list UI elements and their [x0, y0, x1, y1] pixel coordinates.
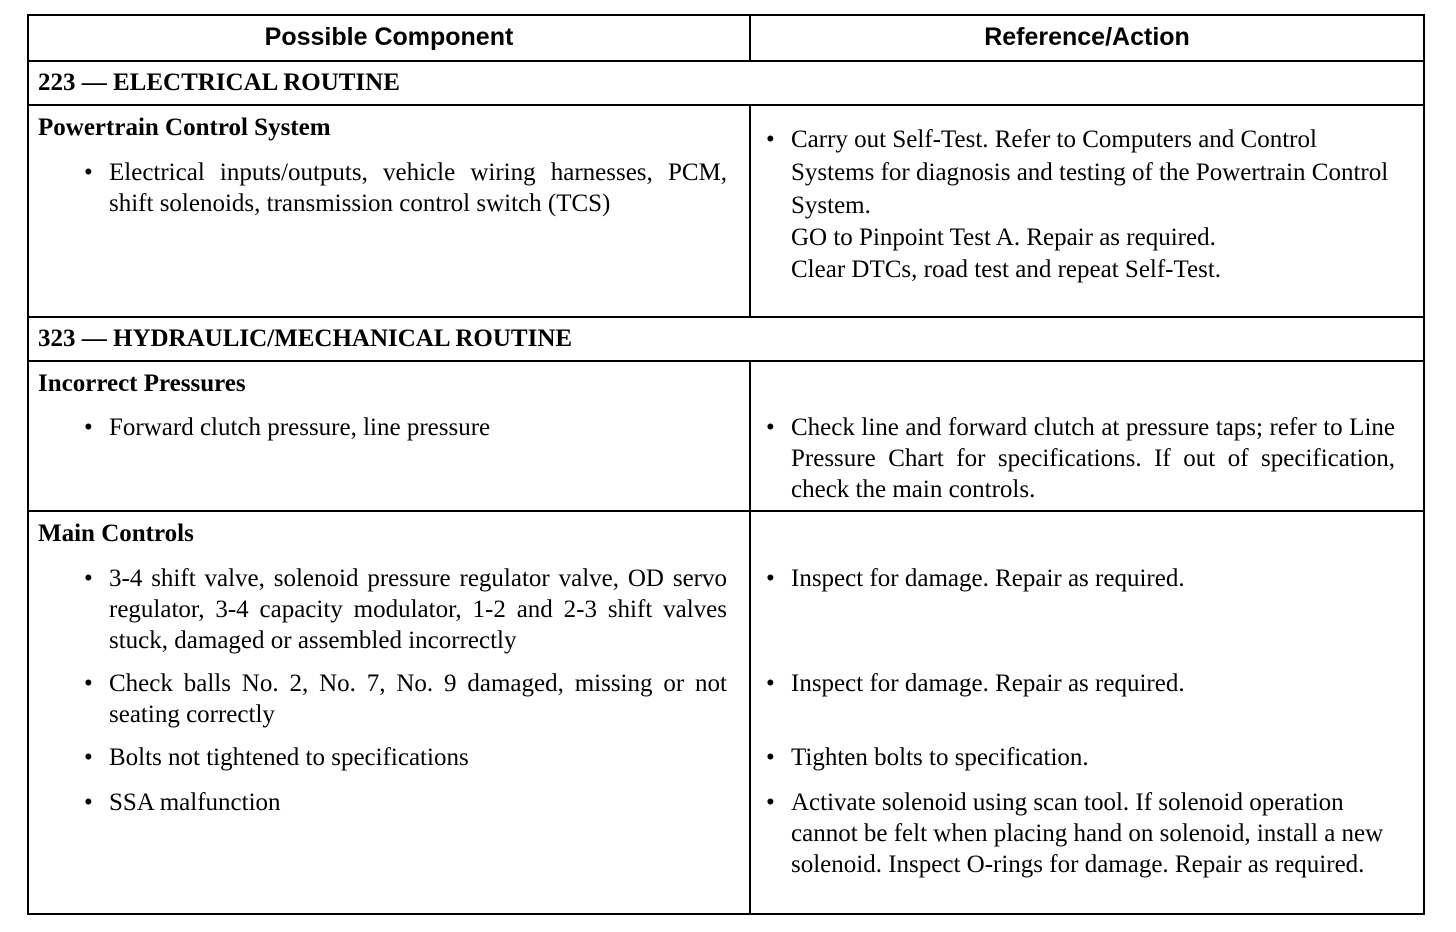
diagnostic-table	[27, 14, 1425, 915]
action-line: Clear DTCs, road test and repeat Self-Test.	[791, 256, 1222, 283]
component-cell	[29, 362, 751, 510]
action-item: • Carry out Self-Test. Refer to Computers and Control Systems for diagnosis and testing of the Powertrain Control System.	[751, 123, 1393, 222]
group-title: Incorrect Pressures	[38, 370, 246, 397]
bullet-icon: •	[84, 789, 93, 816]
bullet-icon: •	[766, 789, 775, 816]
group-title: Main Controls	[38, 520, 194, 547]
column-header-reference-action: Reference/Action	[984, 23, 1190, 51]
column-header-possible-component: Possible Component	[29, 16, 751, 60]
bullet-icon: •	[84, 565, 93, 592]
component-item: • SSA malfunction	[84, 789, 281, 816]
table-row	[29, 106, 1423, 318]
group-title: Powertrain Control System	[38, 114, 331, 141]
component-cell	[29, 106, 751, 316]
bullet-icon: •	[84, 670, 93, 697]
action-item: • Activate solenoid using scan tool. If solenoid operation cannot be felt when placing hand on solenoid, install a new solenoid. Inspect O-rings for damage. Repair as required.	[766, 789, 1384, 878]
component-item: • Forward clutch pressure, line pressure	[84, 414, 491, 441]
component-item: • Electrical inputs/outputs, vehicle wiring harnesses, PCM, shift solenoids, transmission control switch (TCS)	[84, 159, 727, 217]
component-item: • Bolts not tightened to specifications	[84, 744, 469, 771]
action-cell	[751, 512, 1423, 913]
bullet-icon: •	[766, 744, 775, 771]
table-row	[29, 362, 1423, 512]
bullet-icon: •	[766, 414, 775, 441]
section-row-hydraulic	[29, 318, 1423, 362]
component-item: • Check balls No. 2, No. 7, No. 9 damaged, missing or not seating correctly	[84, 670, 727, 728]
section-title: 223 — ELECTRICAL ROUTINE	[38, 69, 400, 96]
bullet-icon: •	[84, 159, 93, 186]
bullet-icon: •	[766, 565, 775, 592]
action-item: • Tighten bolts to specification.	[766, 744, 1089, 771]
action-item: • Check line and forward clutch at pressure taps; refer to Line Pressure Chart for specifications. If out of specification, check the main controls.	[766, 414, 1395, 503]
component-cell	[29, 512, 751, 913]
section-title: 323 — HYDRAULIC/MECHANICAL ROUTINE	[38, 325, 573, 352]
action-item: • Inspect for damage. Repair as required.	[766, 670, 1185, 697]
action-item: • Inspect for damage. Repair as required.	[766, 565, 1185, 592]
bullet-icon: •	[766, 670, 775, 697]
table-header-row	[29, 16, 1423, 62]
action-cell	[751, 106, 1423, 316]
bullet-icon: •	[84, 414, 93, 441]
bullet-icon: •	[766, 126, 775, 153]
bullet-icon: •	[84, 744, 93, 771]
table-row	[29, 512, 1423, 913]
section-row-electrical	[29, 62, 1423, 106]
component-item: • 3-4 shift valve, solenoid pressure regulator valve, OD servo regulator, 3-4 capacity modulator, 1-2 and 2-3 shift valves stuck, damaged or assembled incorrectly	[84, 565, 727, 654]
action-line: GO to Pinpoint Test A. Repair as required.	[791, 224, 1216, 251]
action-cell	[751, 362, 1423, 510]
